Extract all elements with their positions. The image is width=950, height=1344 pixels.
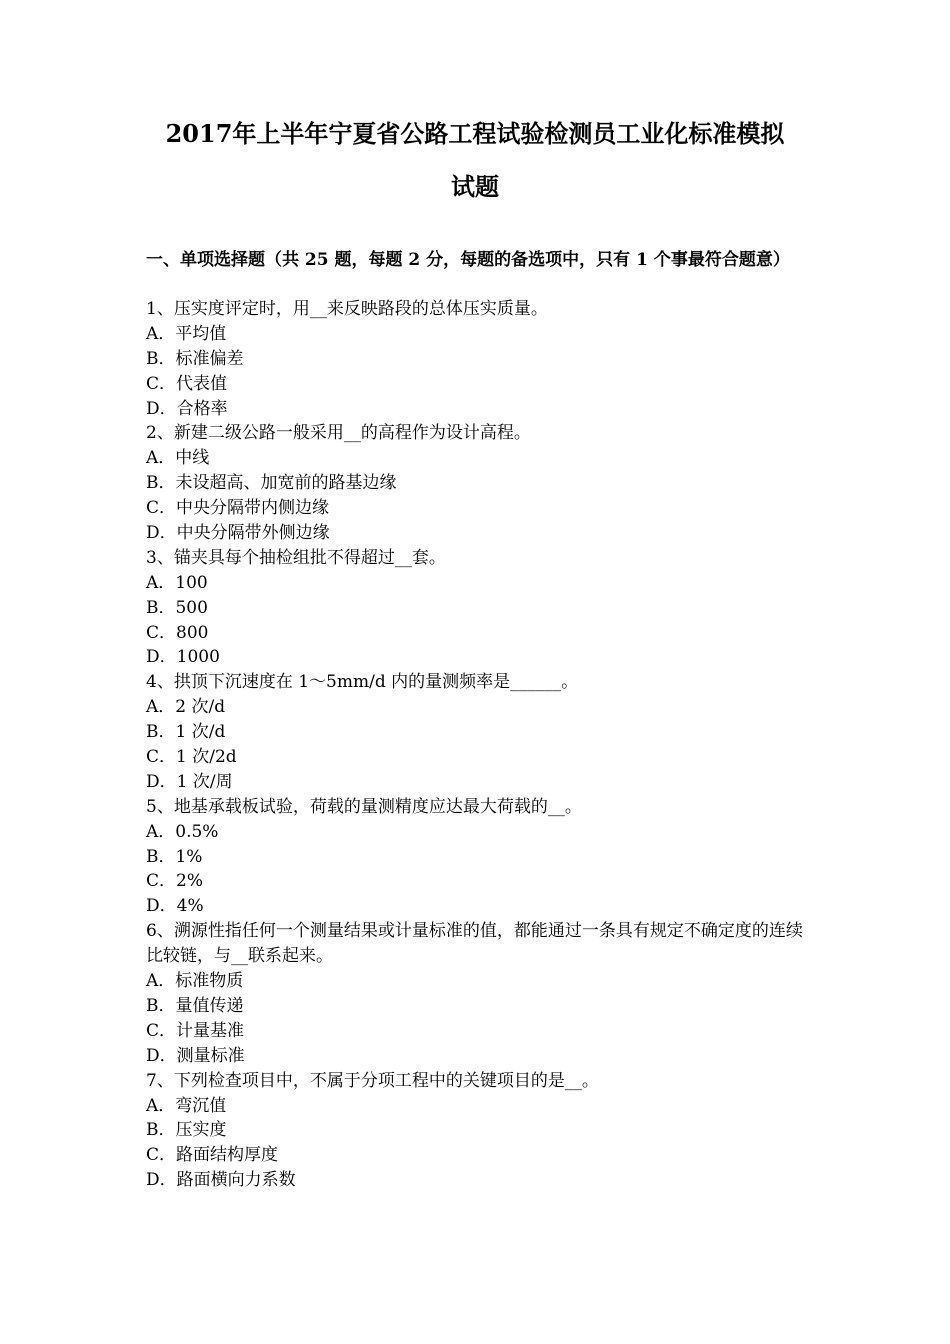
question-stem: 2、新建二级公路一般采用__的高程作为设计高程。 — [146, 423, 531, 444]
option-c: C．2% — [146, 871, 203, 892]
option-b: B．1% — [146, 846, 203, 867]
option-b: B．量值传递 — [146, 995, 244, 1016]
option-c: C．800 — [146, 622, 209, 643]
option-a: A．100 — [146, 572, 208, 593]
option-d: D．合格率 — [146, 398, 228, 419]
option-d: D．1000 — [146, 647, 220, 668]
option-c: C．路面结构厚度 — [146, 1145, 279, 1166]
option-c: C．中央分隔带内侧边缘 — [146, 498, 330, 519]
option-a: A．平均值 — [146, 323, 227, 344]
question-stem: 6、溯源性指任何一个测量结果或计量标准的值，都能通过一条具有规定不确定度的连续比较链，与__联系起来。 — [146, 921, 803, 967]
question-stem: 3、锚夹具每个抽检组批不得超过__套。 — [146, 547, 446, 568]
option-b: B．压实度 — [146, 1120, 227, 1141]
document-title-line-2: 试题 — [451, 172, 499, 201]
option-d: D．4% — [146, 896, 204, 917]
option-d: D．路面横向力系数 — [146, 1170, 296, 1191]
question-list — [146, 297, 816, 1193]
option-a: A．标准物质 — [146, 971, 244, 992]
option-d: D．测量标准 — [146, 1045, 245, 1066]
option-b: B．500 — [146, 597, 208, 618]
option-a: A．弯沉值 — [146, 1095, 227, 1116]
document-title-line-1: 2017年上半年宁夏省公路工程试验检测员工业化标准模拟 — [165, 119, 785, 148]
option-a: A．0.5% — [146, 821, 219, 842]
question-stem: 5、地基承载板试验，荷载的量测精度应达最大荷载的__。 — [146, 796, 582, 817]
option-b: B．1 次/d — [146, 722, 226, 743]
question-stem: 4、拱顶下沉速度在 1～5mm/d 内的量测频率是______。 — [146, 672, 579, 693]
option-a: A．中线 — [146, 448, 210, 469]
question-stem: 7、下列检查项目中，不属于分项工程中的关键项目的是__。 — [146, 1070, 599, 1091]
question-stem: 1、压实度评定时，用__来反映路段的总体压实质量。 — [146, 299, 548, 319]
section-heading: 一、单项选择题（共 25 题，每题 2 分，每题的备选项中，只有 1 个事最符合题意） — [146, 250, 790, 270]
option-b: B．未设超高、加宽前的路基边缘 — [146, 473, 397, 494]
option-c: C．代表值 — [146, 373, 228, 394]
option-a: A．2 次/d — [146, 697, 226, 718]
option-d: D．1 次/周 — [146, 771, 233, 792]
option-c: C．计量基准 — [146, 1020, 245, 1041]
option-c: C．1 次/2d — [146, 747, 237, 768]
option-b: B．标准偏差 — [146, 348, 244, 369]
option-d: D．中央分隔带外侧边缘 — [146, 523, 330, 544]
